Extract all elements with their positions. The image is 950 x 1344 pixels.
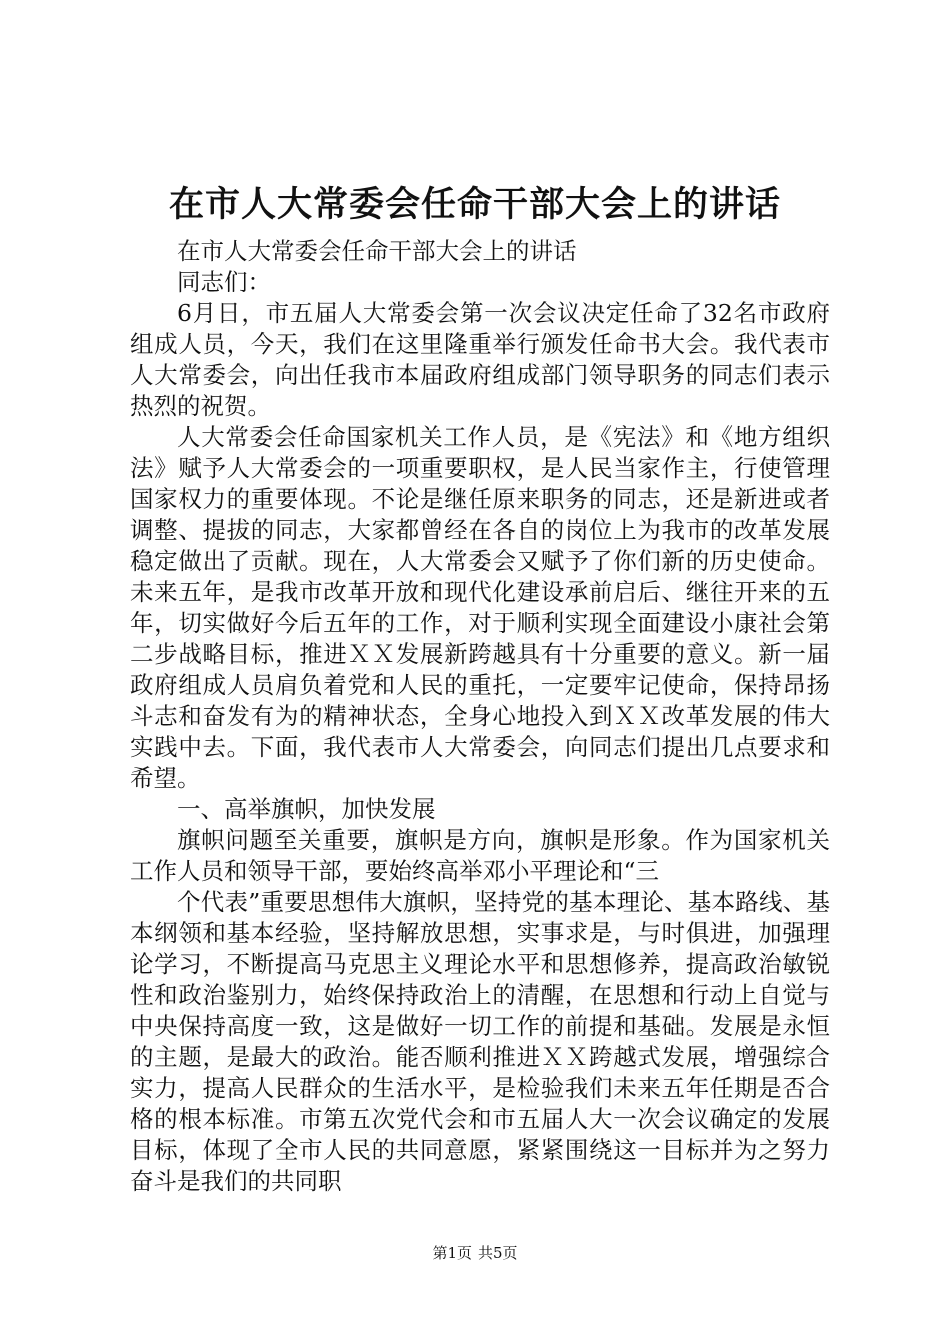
document-body <box>130 236 830 1197</box>
page-total: 共5页 <box>478 1244 518 1262</box>
subtitle-paragraph: 在市人大常委会任命干部大会上的讲话 <box>177 237 577 265</box>
document-title: 在市人大常委会任命干部大会上的讲话 <box>168 184 781 225</box>
body-paragraph: 6月日，市五届人大常委会第一次会议决定任命了32名市政府组成人员，今天，我们在这里隆重举行颁发任命书大会。我代表市人大常委会，向出任我市本届政府组成部门领导职务的同志们表示热烈的祝贺。 <box>130 299 830 420</box>
page-footer <box>0 1243 950 1263</box>
section-heading: 一、高举旗帜，加快发展 <box>177 795 436 823</box>
page-number: 第1页 <box>432 1244 472 1262</box>
salutation-paragraph: 同志们： <box>177 268 271 296</box>
body-paragraph: 人大常委会任命国家机关工作人员，是《宪法》和《地方组织法》赋予人大常委会的一项重要职权，是人民当家作主，行使管理国家权力的重要体现。不论是继任原来职务的同志，还是新进或者调整、提拔的同志，大家都曾经在各自的岗位上为我市的改革发展稳定做出了贡献。现在，人大常委会又赋予了你们新的历史使命。未来五年，是我市改革开放和现代化建设承前启后、继往开来的五年，切实做好今后五年的工作，对于顺利实现全面建设小康社会第二步战略目标，推进ＸＸ发展新跨越具有十分重要的意义。新一届政府组成人员肩负着党和人民的重托，一定要牢记使命，保持昂扬斗志和奋发有为的精神状态，全身心地投入到ＸＸ改革发展的伟大实践中去。下面，我代表市人大常委会，向同志们提出几点要求和希望。 <box>130 423 830 792</box>
body-paragraph: 旗帜问题至关重要，旗帜是方向，旗帜是形象。作为国家机关工作人员和领导干部，要始终高举邓小平理论和“三 <box>130 826 830 885</box>
body-paragraph: 个代表”重要思想伟大旗帜，坚持党的基本理论、基本路线、基本纲领和基本经验，坚持解放思想，实事求是，与时俱进，加强理论学习，不断提高马克思主义理论水平和思想修养，提高政治敏锐性和政治鉴别力，始终保持政治上的清醒，在思想和行动上自觉与中央保持高度一致，这是做好一切工作的前提和基础。发展是永恒的主题，是最大的政治。能否顺利推进ＸＸ跨越式发展，增强综合实力，提高人民群众的生活水平，是检验我们未来五年任期是否合格的根本标准。市第五次党代会和市五届人大一次会议确定的发展目标，体现了全市人民的共同意愿，紧紧围绕这一目标并为之努力奋斗是我们的共同职 <box>130 888 830 1195</box>
